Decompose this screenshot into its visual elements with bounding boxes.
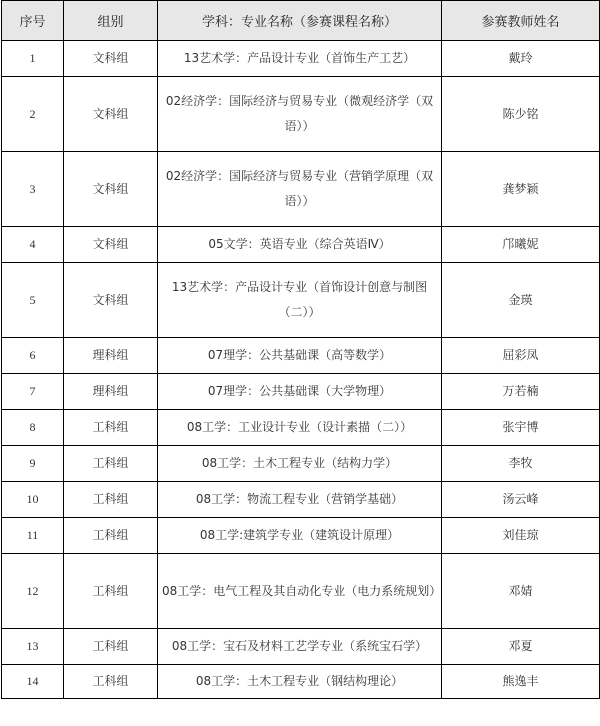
cell-group: 工科组 xyxy=(64,629,158,665)
cell-group: 文科组 xyxy=(64,227,158,263)
cell-no: 12 xyxy=(2,554,64,629)
cell-teacher: 熊逸丰 xyxy=(442,665,600,699)
cell-no: 5 xyxy=(2,263,64,338)
cell-teacher: 戴玲 xyxy=(442,41,600,77)
cell-course: 08工学：物流工程专业（营销学基础） xyxy=(158,482,442,518)
table-row xyxy=(2,665,600,699)
table-header xyxy=(2,1,600,41)
cell-course: 08工学：土木工程专业（钢结构理论） xyxy=(158,665,442,699)
cell-no: 2 xyxy=(2,77,64,152)
cell-no: 7 xyxy=(2,374,64,410)
table-row xyxy=(2,227,600,263)
cell-course: 13艺术学：产品设计专业（首饰设计创意与制图（二）） xyxy=(158,263,442,338)
cell-no: 4 xyxy=(2,227,64,263)
cell-group: 文科组 xyxy=(64,152,158,227)
cell-no: 9 xyxy=(2,446,64,482)
cell-teacher: 龚梦颖 xyxy=(442,152,600,227)
cell-no: 13 xyxy=(2,629,64,665)
cell-course: 08工学：电气工程及其自动化专业（电力系统规划） xyxy=(158,554,442,629)
cell-no: 14 xyxy=(2,665,64,699)
header-no: 序号 xyxy=(2,1,64,41)
table-row xyxy=(2,410,600,446)
cell-teacher: 刘佳琼 xyxy=(442,518,600,554)
cell-no: 11 xyxy=(2,518,64,554)
cell-group: 文科组 xyxy=(64,77,158,152)
cell-no: 6 xyxy=(2,338,64,374)
cell-group: 文科组 xyxy=(64,263,158,338)
table-row xyxy=(2,41,600,77)
cell-course: 08工学：宝石及材料工艺学专业（系统宝石学） xyxy=(158,629,442,665)
table-row xyxy=(2,518,600,554)
cell-teacher: 张宇博 xyxy=(442,410,600,446)
cell-course: 07理学：公共基础课（高等数学） xyxy=(158,338,442,374)
cell-group: 工科组 xyxy=(64,665,158,699)
cell-no: 10 xyxy=(2,482,64,518)
table-row xyxy=(2,338,600,374)
header-course: 学科：专业名称（参赛课程名称） xyxy=(158,1,442,41)
cell-teacher: 屈彩凤 xyxy=(442,338,600,374)
cell-course: 13艺术学：产品设计专业（首饰生产工艺） xyxy=(158,41,442,77)
cell-group: 工科组 xyxy=(64,446,158,482)
table-row xyxy=(2,629,600,665)
cell-group: 理科组 xyxy=(64,338,158,374)
cell-course: 08工学:建筑学专业（建筑设计原理） xyxy=(158,518,442,554)
cell-group: 文科组 xyxy=(64,41,158,77)
table-row xyxy=(2,152,600,227)
cell-group: 工科组 xyxy=(64,482,158,518)
cell-course: 02经济学：国际经济与贸易专业（营销学原理（双语）） xyxy=(158,152,442,227)
cell-no: 3 xyxy=(2,152,64,227)
header-row xyxy=(2,1,600,41)
cell-group: 工科组 xyxy=(64,518,158,554)
table-row xyxy=(2,374,600,410)
table-row xyxy=(2,482,600,518)
cell-course: 08工学：工业设计专业（设计素描（二）） xyxy=(158,410,442,446)
cell-group: 工科组 xyxy=(64,554,158,629)
cell-course: 08工学：土木工程专业（结构力学） xyxy=(158,446,442,482)
cell-no: 8 xyxy=(2,410,64,446)
cell-group: 理科组 xyxy=(64,374,158,410)
table-row xyxy=(2,554,600,629)
cell-teacher: 万若楠 xyxy=(442,374,600,410)
table-row xyxy=(2,77,600,152)
header-teacher: 参赛教师姓名 xyxy=(442,1,600,41)
table-row xyxy=(2,263,600,338)
cell-course: 05文学：英语专业（综合英语Ⅳ） xyxy=(158,227,442,263)
cell-course: 07理学：公共基础课（大学物理） xyxy=(158,374,442,410)
cell-teacher: 邝曦妮 xyxy=(442,227,600,263)
cell-no: 1 xyxy=(2,41,64,77)
cell-teacher: 李牧 xyxy=(442,446,600,482)
cell-teacher: 邓夏 xyxy=(442,629,600,665)
cell-teacher: 邓婧 xyxy=(442,554,600,629)
cell-teacher: 陈少铭 xyxy=(442,77,600,152)
cell-course: 02经济学：国际经济与贸易专业（微观经济学（双语）） xyxy=(158,77,442,152)
table-body xyxy=(2,41,600,699)
teacher-contest-table xyxy=(1,0,600,699)
cell-teacher: 汤云峰 xyxy=(442,482,600,518)
cell-group: 工科组 xyxy=(64,410,158,446)
cell-teacher: 金瑛 xyxy=(442,263,600,338)
header-group: 组别 xyxy=(64,1,158,41)
table-row xyxy=(2,446,600,482)
